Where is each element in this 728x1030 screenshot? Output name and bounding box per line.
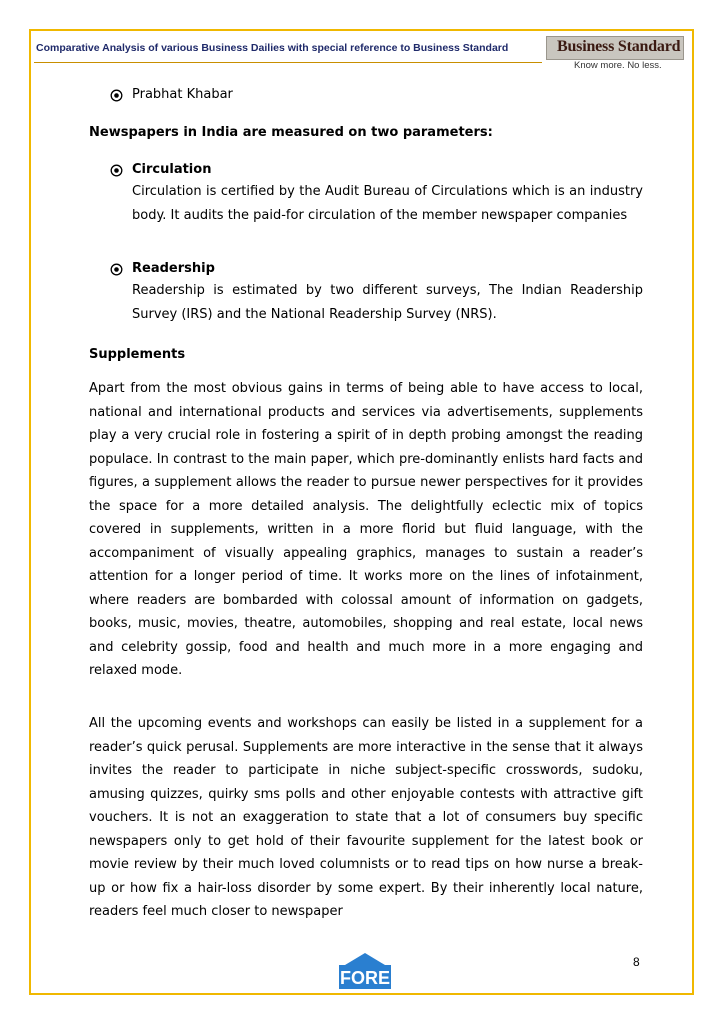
parameter-text: Circulation is certified by the Audit Bureau of Circulations which is an industry body. It audits the paid-for circulation of the member newspaper companies — [132, 184, 643, 223]
circled-dot-bullet-icon — [110, 89, 123, 102]
parameter-title: Readership — [132, 261, 215, 276]
circled-dot-bullet-icon — [110, 263, 123, 276]
header-title: Comparative Analysis of various Business Dailies with special reference to Business Standard — [36, 42, 509, 54]
body-paragraph: Apart from the most obvious gains in terms of being able to have access to local, national and international products and services via advertisements, supplements play a very crucial role in fostering a spirit of in depth probing amongst the reading populace. In contrast to the main paper, which pre-dominantly enlists hard facts and figures, a supplement allows the reader to pursue newer perspectives for it provides the space for a more detailed analysis. The delightfully eclectic mix of topics covered in supplements, written in a more florid but fluid language, with the accompaniment of visually appealing graphics, manages to sustain a reader’s attention for a longer period of time. It works more on the lines of infotainment, where readers are bombarded with colossal amount of information on gadgets, books, music, movies, theatre, automobiles, shopping and real estate, local news and celebrity gossip, food and health and much more in a more engaging and relaxed mode. — [89, 381, 643, 678]
body-paragraph: All the upcoming events and workshops can easily be listed in a supplement for a reader’s quick perusal. Supplements are more interactive in the sense that it always invites the reader to participate in niche subject-specific crosswords, sudoku, amusing quizzes, quirky sms polls and other enjoyable contests with attractive gift vouchers. It is not an exaggeration to state that a lot of consumers buy specific newspapers only to get hold of their favourite supplement for the latest book or movie review by their much loved columnists or to read tips on how nurse a break-up or how fix a hair-loss disorder by some expert. By their inherently local nature, readers feel much closer to newspaper — [89, 716, 643, 919]
header-rule — [34, 62, 542, 63]
business-standard-logo — [546, 36, 691, 76]
logo-name: Business Standard — [557, 38, 681, 55]
parameter-text: Readership is estimated by two different surveys, The Indian Readership Survey (IRS) and the National Readership Survey (NRS). — [132, 283, 643, 322]
logo-tagline: Know more. No less. — [574, 60, 662, 71]
circled-dot-bullet-icon — [110, 164, 123, 177]
fore-logo-text: FORE — [339, 968, 391, 988]
bullet-label: Prabhat Khabar — [132, 87, 233, 102]
fore-logo-icon — [337, 951, 393, 991]
supplements-heading: Supplements — [89, 347, 186, 362]
parameter-title: Circulation — [132, 162, 212, 177]
logo-box — [546, 36, 684, 60]
measured-heading: Newspapers in India are measured on two parameters: — [89, 125, 493, 140]
page-number: 8 — [633, 955, 640, 969]
